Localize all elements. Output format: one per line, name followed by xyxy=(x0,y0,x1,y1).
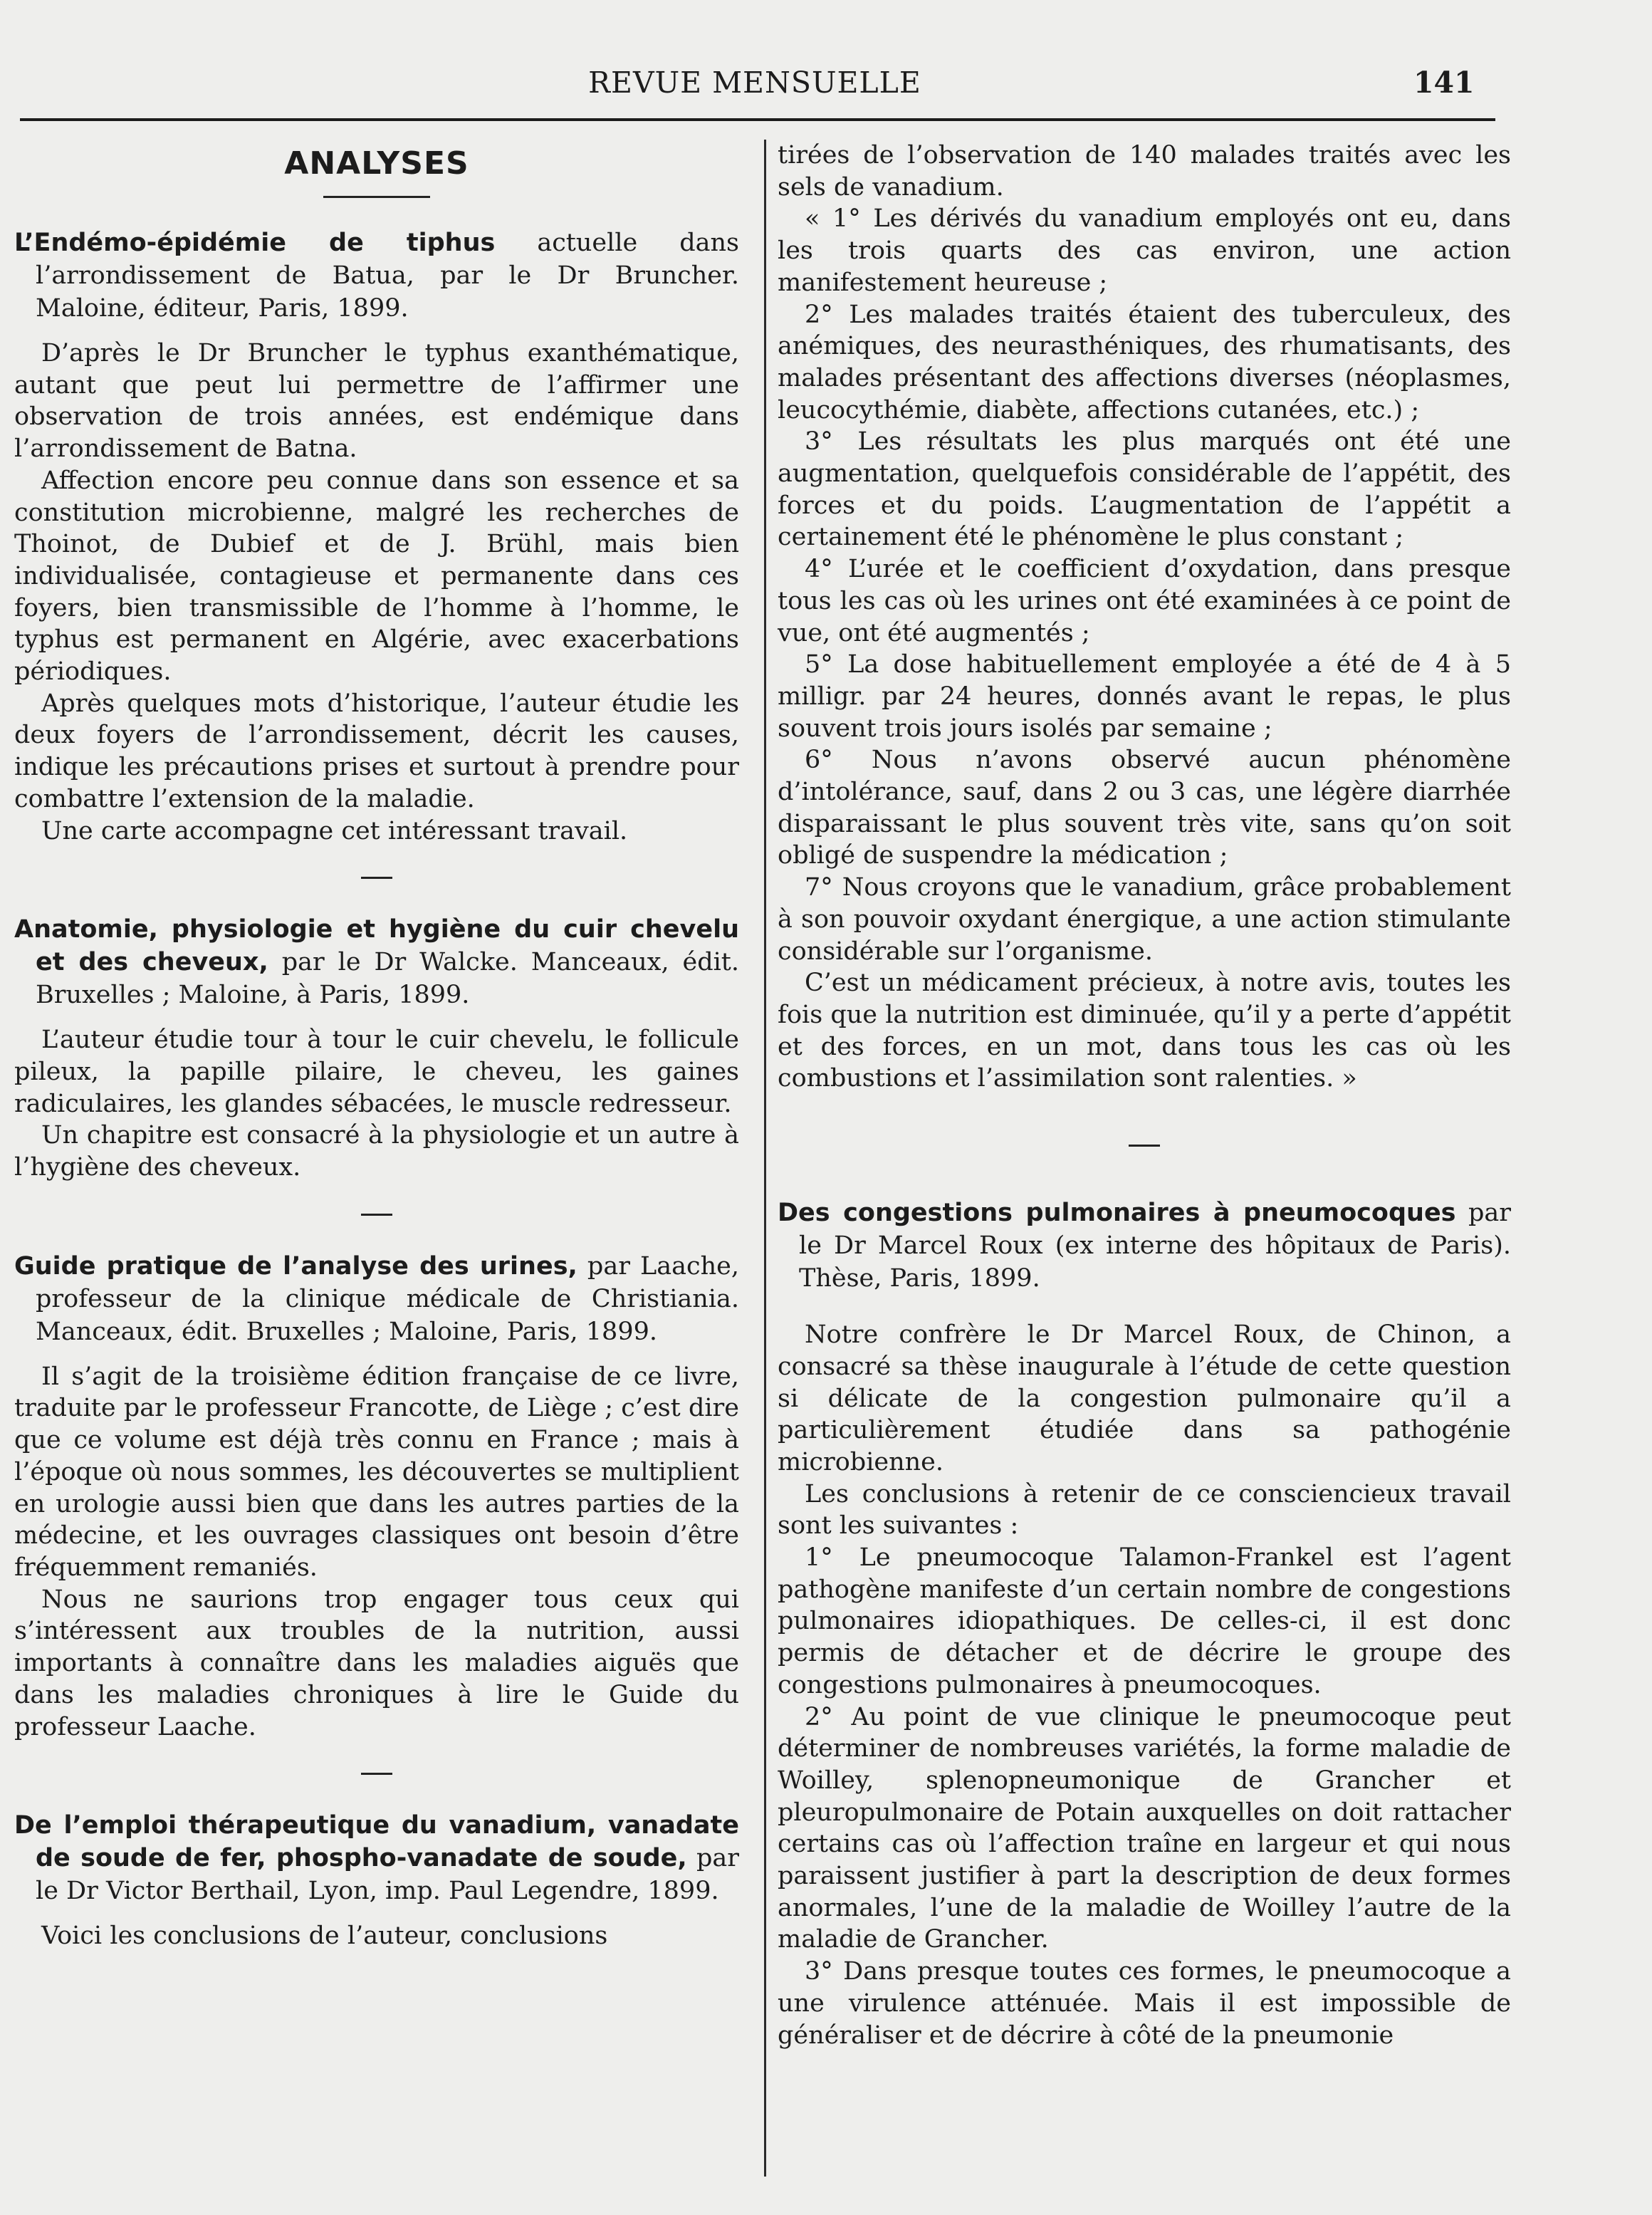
title-rule xyxy=(323,196,430,198)
review-title: L’Endémo-épidémie de tiphus xyxy=(14,229,496,257)
conclusion-item: 6° Nous n’avons observé aucun phénomène d’intolérance, sauf, dans 2 ou 3 cas, une légère diarrhée disparaissant le plus souvent très vite, sans qu’on soit obligé de suspendre la médication ; xyxy=(778,746,1511,870)
review-citation: par le Dr Walcke. Manceaux, édit. Bruxelles ; Maloine, à Paris, 1899. xyxy=(36,948,739,1010)
section-separator xyxy=(361,877,392,879)
running-head xyxy=(0,56,1652,105)
section-title: ANALYSES xyxy=(284,145,469,182)
conclusion-item: 5° La dose habituellement employée a été de 4 à 5 milligr. par 24 heures, donnés avant le repas, le plus souvent trois jours isolés par semaine ; xyxy=(778,650,1511,743)
review-title: De l’emploi thérapeutique du vanadium, vanadate de soude de fer, phospho-vanadate de soude, xyxy=(14,1811,739,1873)
paragraph: Il s’agit de la troisième édition française de ce livre, traduite par le professeur Francotte, de Liège ; c’est dire que ce volume est déjà très connu en France ; mais à l’époque où nous sommes, les découvertes se multiplient en urologie aussi bien que dans les autres parties de la médecine, et les ouvrages classiques ont besoin d’être fréquemment remaniés. xyxy=(14,1362,739,1582)
paragraph: Affection encore peu connue dans son essence et sa constitution microbienne, malgré les recherches de Thoinot, de Dubief et de J. Brühl, mais bien individualisée, contagieuse et permanente dans ces foyers, bien transmissible de l’homme à l’homme, le typhus est permanent en Algérie, avec exacerbations périodiques. xyxy=(14,466,739,687)
conclusion-item: 2° Les malades traités étaient des tuberculeux, des anémiques, des neurasthéniques, des rhumatisants, des malades présentant des affections diverses (néoplasmes, leucocythémie, diabète, affections cutanées, etc.) ; xyxy=(778,300,1511,424)
review-heading-cuir-chevelu xyxy=(14,913,739,1011)
paragraph: C’est un médicament précieux, à notre avis, toutes les fois que la nutrition est diminuée, qu’il y a perte d’appétit et des forces, en un mot, dans tous les cas où les combustions et l’assimilation sont ralenties. » xyxy=(778,969,1511,1093)
conclusion-item: 1° Le pneumocoque Talamon-Frankel est l’agent pathogène manifeste d’un certain nombre de congestions pulmonaires idiopathiques. De celles-ci, il est donc permis de détacher et de décrire le groupe des congestions pulmonaires à pneumocoques. xyxy=(778,1543,1511,1699)
spacer xyxy=(778,1308,1511,1319)
section-separator xyxy=(361,1214,392,1216)
review-title: Guide pratique de l’analyse des urines, xyxy=(14,1251,577,1281)
paragraph: Nous ne saurions trop engager tous ceux qui s’intéressent aux troubles de la nutrition, aussi importants à connaître dans les maladies aiguës que dans les maladies chroniques à lire le Guide du professeur Laache. xyxy=(14,1585,739,1741)
review-heading-vanadium xyxy=(14,1809,739,1907)
conclusion-item: 7° Nous croyons que le vanadium, grâce probablement à son pouvoir oxydant énergique, a une action stimulante considérable sur l’organisme. xyxy=(778,873,1511,966)
review-heading-typhus xyxy=(14,226,739,325)
review-heading-urines xyxy=(14,1250,739,1348)
conclusion-item: 4° L’urée et le coefficient d’oxydation, dans presque tous les cas où les urines ont été examinées à ce point de vue, ont été augmentés ; xyxy=(778,555,1511,647)
conclusion-item: 3° Les résultats les plus marqués ont été une augmentation, quelquefois considérable de l’appétit, des forces et du poids. L’augmentation de l’appétit a certainement été le phénomène le plus constant ; xyxy=(778,427,1511,552)
review-citation: par Laache, professeur de la clinique médicale de Christiania. Manceaux, édit. Bruxelles ; Maloine, Paris, 1899. xyxy=(36,1251,739,1346)
paragraph: Les conclusions à retenir de ce consciencieux travail sont les suivantes : xyxy=(778,1479,1511,1541)
conclusion-item: 3° Dans presque toutes ces formes, le pneumocoque a une virulence atténuée. Mais il est impossible de généraliser et de décrire à côté de la pneumonie xyxy=(778,1957,1511,2050)
paragraph: L’auteur étudie tour à tour le cuir chevelu, le follicule pileux, la papille pilaire, le cheveu, les gaines radiculaires, les glandes sébacées, le muscle redresseur. xyxy=(14,1026,739,1118)
review-heading-congestions xyxy=(778,1197,1511,1295)
paragraph: Notre confrère le Dr Marcel Roux, de Chinon, a consacré sa thèse inaugurale à l’étude de cette question si délicate de la congestion pulmonaire qu’il a particulièrement étudiée dans sa pathogénie microbienne. xyxy=(778,1320,1511,1476)
left-column xyxy=(14,140,739,1952)
paragraph: Une carte accompagne cet intéressant travail. xyxy=(41,816,628,845)
review-title: Des congestions pulmonaires à pneumocoques xyxy=(778,1199,1456,1228)
section-separator xyxy=(1129,1145,1160,1147)
paragraph: tirées de l’observation de 140 malades traités avec les sels de vanadium. xyxy=(778,141,1511,202)
column-rule xyxy=(764,140,766,2177)
paragraph: Après quelques mots d’historique, l’auteur étudie les deux foyers de l’arrondissement, décrit les causes, indique les précautions prises et surtout à prendre pour combattre l’extension de la maladie. xyxy=(14,689,739,813)
right-column xyxy=(778,140,1511,2051)
section-separator xyxy=(361,1773,392,1775)
header-rule xyxy=(20,118,1495,121)
conclusion-item: « 1° Les dérivés du vanadium employés ont eu, dans les trois quarts des cas environ, une action manifestement heureuse ; xyxy=(778,204,1511,297)
review-citation: actuelle dans l’arrondissement de Batua, par le Dr Bruncher. Maloine, éditeur, Paris, 1899. xyxy=(36,229,739,323)
conclusion-item: 2° Au point de vue clinique le pneumocoque peut déterminer de nombreuses variétés, la forme maladie de Woilley, splenopneumonique de Grancher et pleuropulmonaire de Potain auxquelles on doit rattacher certains cas où l’affection traîne en largeur et qui nous paraissent justifier à part la description de deux formes anormales, l’une de la maladie de Woilley l’autre de la maladie de Grancher. xyxy=(778,1702,1511,1954)
paragraph: D’après le Dr Bruncher le typhus exanthématique, autant que peut lui permettre de l’affirmer une observation de trois années, est endémique dans l’arrondissement de Batna. xyxy=(14,339,739,464)
paragraph: Un chapitre est consacré à la physiologie et un autre à l’hygiène des cheveux. xyxy=(14,1121,739,1182)
review-citation: par le Dr Marcel Roux (ex interne des hôpitaux de Paris). Thèse, Paris, 1899. xyxy=(799,1199,1511,1293)
review-citation: par le Dr Victor Berthail, Lyon, imp. Paul Legendre, 1899. xyxy=(36,1844,739,1906)
journal-title: REVUE MENSUELLE xyxy=(588,66,921,100)
page-number: 141 xyxy=(1413,66,1475,100)
review-title: Anatomie, physiologie et hygiène du cuir chevelu et des cheveux, xyxy=(14,915,739,977)
paragraph: Voici les conclusions de l’auteur, conclusions xyxy=(41,1922,608,1951)
